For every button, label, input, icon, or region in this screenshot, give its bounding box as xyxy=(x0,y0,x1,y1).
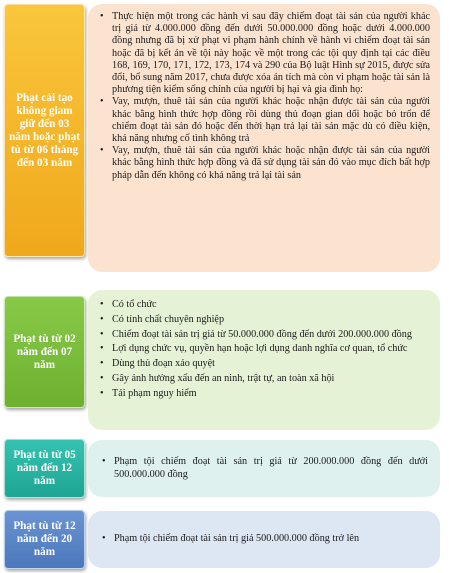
condition-item: • Chiếm đoạt tài sản trị giá từ 50.000.000 đồng đến dưới 200.000.000 đồng xyxy=(98,328,430,343)
condition-item: • Vay, mượn, thuê tài sản của người khác hoặc nhận được tài sản của người khác bằng hình thức hợp đồng và đã sử dụng tài sản đó vào mục đích bất hợp pháp dẫn đến không có khả năng trả lại tài sản xyxy=(98,145,430,182)
conditions-list-3 xyxy=(100,456,428,480)
condition-item: • Lợi dụng chức vụ, quyền hạn hoặc lợi dụng danh nghĩa cơ quan, tổ chức xyxy=(98,342,430,357)
penalty-label-4-text: Phạt tù từ 12 năm đến 20 năm xyxy=(13,520,76,558)
penalty-label-3 xyxy=(4,439,85,498)
condition-item: • Có tổ chức xyxy=(98,298,430,313)
conditions-list-2 xyxy=(98,298,430,402)
condition-item: • Thực hiện một trong các hành vi sau đây chiếm đoạt tài sản của người khác trị giá từ 4.000.000 đồng đến dưới 50.000.000 đồng hoặc dưới 4.000.000 đồng nhưng đã bị xử phạt vi phạm hành chính về hành vi chiếm đoạt tài sản hoặc đã bị kết án về tội này hoặc về một trong các tội quy định tại các điều 168, 169, 170, 171, 172, 173, 174 và 290 của Bộ luật Hình sự 2015, được sửa đổi, bổ sung năm 2017, chưa được xóa án tích mà còn vi phạm hoặc tài sản là phương tiện kiếm sống chính của người bị hại và gia đình họ: xyxy=(98,11,430,96)
penalty-label-1 xyxy=(4,4,85,257)
condition-item: • Tái phạm nguy hiểm xyxy=(98,387,430,402)
penalty-label-3-text: Phạt tù từ 05 năm đến 12 năm xyxy=(13,449,76,487)
condition-item: • Phạm tội chiếm đoạt tài sản trị giá từ 200.000.000 đồng đến dưới 500.000.000 đồng xyxy=(100,456,428,480)
penalty-label-4 xyxy=(4,510,85,569)
penalty-label-2 xyxy=(4,296,85,408)
condition-item: • Dùng thủ đoạn xảo quyệt xyxy=(98,357,430,372)
conditions-box-2 xyxy=(88,290,440,430)
condition-item: • Vay, mượn, thuê tài sản của người khác hoặc nhận được tài sản của người khác bằng hình thức hợp đồng rồi dùng thủ đoạn gian dối hoặc bỏ trốn để chiếm đoạt tài sản đó hoặc đến thời hạn trả lại tài sản mặc dù có điều kiện, khả năng nhưng cố tình không trả xyxy=(98,96,430,145)
conditions-list-4 xyxy=(100,533,428,545)
conditions-box-3 xyxy=(88,440,440,497)
condition-item: • Gây ảnh hưởng xấu đến an ninh, trật tự, an toàn xã hội xyxy=(98,372,430,387)
conditions-box-4 xyxy=(88,511,440,568)
penalty-label-2-text: Phạt tù từ 02 năm đến 07 năm xyxy=(13,332,76,371)
conditions-box-1 xyxy=(88,4,440,272)
condition-item: • Phạm tội chiếm đoạt tài sản trị giá 500.000.000 đồng trở lên xyxy=(100,533,428,545)
conditions-list-1 xyxy=(98,11,430,182)
condition-item: • Có tính chất chuyên nghiệp xyxy=(98,313,430,328)
penalty-label-1-text: Phạt cải tạo không giam giữ đến 03 năm hoặc phạt tù từ 06 tháng đến 03 năm xyxy=(9,91,80,169)
